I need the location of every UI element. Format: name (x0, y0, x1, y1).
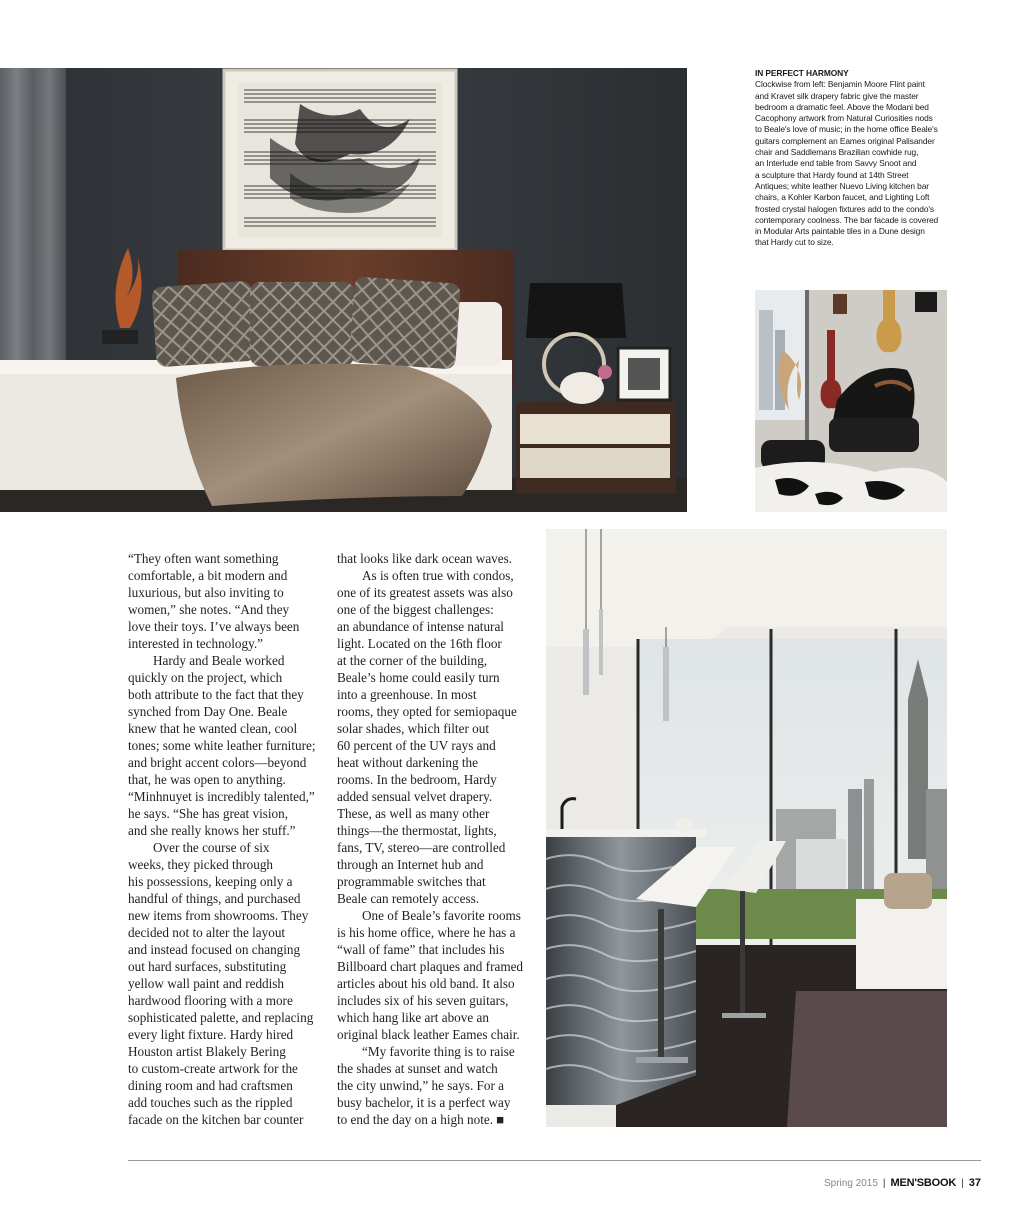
article-line: add touches such as the rippled (128, 1095, 293, 1110)
article-line: articles about his old band. It also (337, 976, 515, 991)
article-line: that looks like dark ocean waves. (337, 551, 513, 566)
article-line: to custom-create artwork for the (128, 1061, 298, 1076)
caption-line: chair and Saddlemans Brazilian cowhide rug, (755, 147, 919, 158)
article-line: decided not to alter the layout (128, 925, 286, 940)
footer-rule (128, 1160, 981, 1161)
article-line: “They often want something (128, 551, 279, 566)
article-line: facade on the kitchen bar counter (128, 1112, 304, 1127)
caption-title: IN PERFECT HARMONY (755, 68, 849, 78)
bedroom-photo (0, 68, 687, 512)
article-line: solar shades, which filter out (337, 721, 489, 736)
article-line: is his home office, where he has a (337, 925, 516, 940)
article-line: original black leather Eames chair. (337, 1027, 520, 1042)
article-line: and she really knows her stuff.” (128, 823, 296, 838)
magazine-brand: MEN'SBOOK (890, 1177, 957, 1189)
caption-line: a sculpture that Hardy found at 14th Street (755, 169, 909, 180)
article-line: both attribute to the fact that they (128, 687, 304, 702)
caption-line: contemporary coolness. The bar facade is covered (755, 214, 939, 225)
article-line: out hard surfaces, substituting (128, 959, 287, 974)
footer-separator: | (882, 1177, 886, 1189)
article-line: knew that he wanted clean, cool (128, 721, 298, 736)
article-line: Over the course of six (153, 840, 270, 855)
article-line: “wall of fame” that includes his (337, 942, 505, 957)
article-line: As is often true with condos, (362, 568, 514, 583)
article-line: rooms, they opted for semiopaque (337, 704, 517, 719)
article-line: an abundance of intense natural (337, 619, 504, 634)
caption-line: Clockwise from left: Benjamin Moore Flint paint (755, 79, 925, 90)
article-line: These, as well as many other (337, 806, 490, 821)
article-line: quickly on the project, which (128, 670, 283, 685)
caption-line: chairs, a Kohler Karbon faucet, and Lighting Loft (755, 192, 930, 203)
article-line: includes six of his seven guitars, (337, 993, 509, 1008)
article-line: and bright accent colors—beyond (128, 755, 307, 770)
article-line: tones; some white leather furniture; (128, 738, 316, 753)
article-line: Hardy and Beale worked (153, 653, 285, 668)
article-line: at the corner of the building, (337, 653, 488, 668)
photo-caption (755, 68, 955, 249)
caption-line: guitars complement an Eames original Palisander (755, 135, 935, 146)
footer-separator: | (961, 1177, 964, 1189)
article-column-2 (337, 550, 537, 1128)
article-line: love their toys. I’ve always been (128, 619, 300, 634)
article-line: handful of things, and purchased (128, 891, 301, 906)
article-line: things—the thermostat, lights, (337, 823, 497, 838)
article-line: One of Beale’s favorite rooms (362, 908, 521, 923)
article-line: programmable switches that (337, 874, 486, 889)
article-line: weeks, they picked through (128, 857, 274, 872)
kitchen-photo (546, 529, 947, 1127)
caption-line: in Modular Arts paintable tiles in a Dune design (755, 226, 925, 237)
article-line: fans, TV, stereo—are controlled (337, 840, 506, 855)
article-line: interested in technology.” (128, 636, 264, 651)
article-line: Beale can remotely access. (337, 891, 480, 906)
article-line: “My favorite thing is to raise (362, 1044, 515, 1059)
article-line: every light fixture. Hardy hired (128, 1027, 294, 1042)
article-line: hardwood flooring with a more (128, 993, 293, 1008)
caption-line: that Hardy cut to size. (755, 237, 834, 248)
issue-season: Spring 2015 (823, 1177, 878, 1189)
article-line: the city unwind,” he says. For a (337, 1078, 505, 1093)
caption-line: Cacophony artwork from Natural Curiosities nods (755, 113, 933, 124)
caption-line: an Interlude end table from Savvy Snoot and (755, 158, 917, 169)
article-line: and instead focused on changing (128, 942, 301, 957)
caption-line: bedroom a dramatic feel. Above the Modani bed (755, 101, 929, 112)
article-line: added sensual velvet drapery. (337, 789, 493, 804)
article-line: synched from Day One. Beale (128, 704, 288, 719)
caption-line: Antiques; white leather Nuevo Living kitchen bar (755, 180, 929, 191)
article-line: women,” she notes. “And they (128, 602, 290, 617)
article-line: heat without darkening the (337, 755, 478, 770)
article-line: rooms. In the bedroom, Hardy (337, 772, 497, 787)
article-line: sophisticated palette, and replacing (128, 1010, 314, 1025)
article-line: Beale’s home could easily turn (337, 670, 500, 685)
article-line: busy bachelor, it is a perfect way (337, 1095, 511, 1110)
article-line: 60 percent of the UV rays and (337, 738, 496, 753)
article-line: light. Located on the 16th floor (337, 636, 502, 651)
caption-line: frosted crystal halogen fixtures add to the condo's (755, 203, 934, 214)
article-line: one of the biggest challenges: (337, 602, 494, 617)
page-footer (824, 1177, 981, 1189)
home-office-photo (755, 290, 947, 512)
article-line: dining room and had craftsmen (128, 1078, 293, 1093)
article-line: yellow wall paint and reddish (128, 976, 285, 991)
article-line: comfortable, a bit modern and (128, 568, 288, 583)
article-line: that, he was open to anything. (128, 772, 286, 787)
article-line: Billboard chart plaques and framed (337, 959, 524, 974)
article-line: the shades at sunset and watch (337, 1061, 498, 1076)
article-line: which hang like art above an (337, 1010, 489, 1025)
caption-line: to Beale's love of music; in the home office Beale's (755, 124, 938, 135)
caption-line: and Kravet silk drapery fabric give the master (755, 90, 919, 101)
article-line: new items from showrooms. They (128, 908, 309, 923)
article-line: through an Internet hub and (337, 857, 484, 872)
article-line: “Minhnuyet is incredibly talented,” (128, 789, 315, 804)
article-line: his possessions, keeping only a (128, 874, 293, 889)
article-column-1 (128, 550, 328, 1128)
page-number: 37 (968, 1177, 981, 1189)
article-line: luxurious, but also inviting to (128, 585, 284, 600)
article-line: one of its greatest assets was also (337, 585, 513, 600)
article-line: he says. “She has great vision, (128, 806, 289, 821)
article-line: Houston artist Blakely Bering (128, 1044, 286, 1059)
article-line: to end the day on a high note. ■ (337, 1112, 505, 1127)
article-line: into a greenhouse. In most (337, 687, 477, 702)
